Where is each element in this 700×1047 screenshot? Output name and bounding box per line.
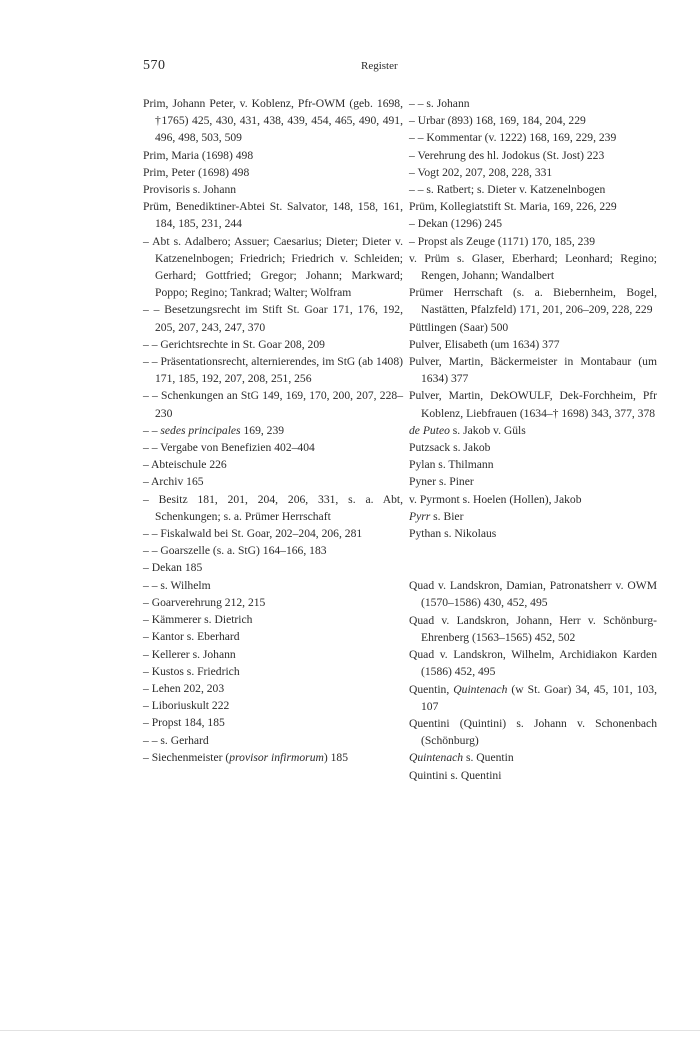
index-entry <box>143 491 403 525</box>
index-entry-text: Prüm, Benediktiner-Abtei St. Salvator, 148, 158, 161, 184, 185, 231, 244 <box>143 200 403 231</box>
index-entry <box>409 198 657 215</box>
index-entry-text: Püttlingen (Saar) 500 <box>409 320 509 334</box>
index-entry-text: – Abteischule 226 <box>143 458 227 472</box>
index-entry <box>143 697 403 714</box>
index-entry-text: – – Besetzungsrecht im Stift St. Goar 171, 176, 192, 205, 207, 243, 247, 370 <box>143 303 403 334</box>
index-entry-text: – – Fiskalwald bei St. Goar, 202–204, 206, 281 <box>143 527 363 541</box>
index-entry-text: – Goarverehrung 212, 215 <box>143 595 266 609</box>
index-entry <box>409 215 657 232</box>
index-column-right <box>409 95 657 784</box>
index-entry-italic-text: Pyrr <box>409 509 431 523</box>
index-entry <box>143 628 403 645</box>
index-entry <box>409 456 657 473</box>
index-entry <box>143 164 403 181</box>
index-entry-text: Pulver, Elisabeth (um 1634) 377 <box>409 337 560 351</box>
index-entry-text: – Liboriuskult 222 <box>143 699 230 713</box>
index-entry-text: Prim, Maria (1698) 498 <box>143 148 254 162</box>
index-entry <box>143 353 403 387</box>
index-entry <box>409 646 657 680</box>
index-entry <box>409 129 657 146</box>
index-entry-text: 169, 239 <box>240 423 285 437</box>
index-entry-text: – Besitz 181, 201, 204, 206, 331, s. a. Abt, Schenkungen; s. a. Prümer Herrschaft <box>143 492 403 523</box>
index-entry-text: – – Schenkungen an StG 149, 169, 170, 200, 207, 228–230 <box>143 389 403 420</box>
page-edge-line <box>0 1030 700 1031</box>
index-entry-text: ) 185 <box>323 750 349 764</box>
index-entry-text: – – Goarszelle (s. a. StG) 164–166, 183 <box>143 544 327 558</box>
index-entry-text: (w St. Goar) 34, 45, 101, 103, 107 <box>421 682 657 713</box>
index-entry-text: – – s. Johann <box>409 97 470 110</box>
index-entry <box>409 233 657 250</box>
index-entry <box>409 422 657 439</box>
index-entry <box>143 542 403 559</box>
index-entry-text: – – Präsentationsrecht, alternierendes, im StG (ab 1408) 171, 185, 192, 207, 208, 251, 256 <box>143 355 403 386</box>
index-entry-text: – Propst 184, 185 <box>143 716 225 730</box>
index-entry <box>143 594 403 611</box>
index-entry-text: Quad v. Landskron, Johann, Herr v. Schönburg-Ehrenberg (1563–1565) 452, 502 <box>409 613 657 644</box>
page-number: 570 <box>143 58 166 73</box>
index-entry-text: Prüm, Kollegiatstift St. Maria, 169, 226, 229 <box>409 200 617 214</box>
index-entry-text: Pyner s. Piner <box>409 475 474 489</box>
index-entry-text: s. Jakob v. Güls <box>449 423 526 437</box>
index-entry <box>143 233 403 302</box>
index-entry-text: – Kellerer s. Johann <box>143 647 236 661</box>
index-entry <box>409 767 657 784</box>
index-entry <box>409 387 657 421</box>
index-entry-text: Provisoris s. Johann <box>143 183 237 197</box>
index-entry <box>143 680 403 697</box>
index-entry <box>409 284 657 318</box>
running-head: Register <box>361 60 398 72</box>
index-entry-text: – Lehen 202, 203 <box>143 681 225 695</box>
index-entry-text: – Abt s. Adalbero; Assuer; Caesarius; Dieter; Dieter v. Katzenelnbogen; Friedrich; Friedrich v. Schleiden; Gerhard; Gottfried; Gregor; Johann; Markward; Poppo; Regino; Tankrad; Walter; Wolfram <box>143 234 403 300</box>
index-entry-text: – Propst als Zeuge (1171) 170, 185, 239 <box>409 234 596 248</box>
index-entry <box>409 439 657 456</box>
index-entry-text: v. Pyrmont s. Hoelen (Hollen), Jakob <box>409 492 582 506</box>
index-entry <box>409 353 657 387</box>
index-entry <box>143 559 403 576</box>
index-entry-text: – Siechenmeister ( <box>143 750 230 764</box>
index-entry-text: – Verehrung des hl. Jodokus (St. Jost) 223 <box>409 148 605 162</box>
index-entry-text: Prim, Peter (1698) 498 <box>143 165 250 179</box>
index-entry-italic-text: Quintenach <box>409 751 464 765</box>
index-entry <box>143 95 403 147</box>
index-entry-text: – – s. Gerhard <box>143 733 209 747</box>
index-entry <box>143 663 403 680</box>
index-entry-text: Quentin, <box>409 682 454 696</box>
index-entry <box>143 732 403 749</box>
index-entry <box>143 301 403 335</box>
index-entry <box>143 422 403 439</box>
index-entry-text: – Dekan (1296) 245 <box>409 217 503 231</box>
index-entry-text: s. Quentin <box>463 751 514 765</box>
index-entry <box>409 473 657 490</box>
index-entry <box>143 387 403 421</box>
index-entry <box>143 439 403 456</box>
index-entry <box>409 336 657 353</box>
index-entry <box>143 473 403 490</box>
index-entry-text: – Dekan 185 <box>143 561 203 575</box>
index-entry-text: Putzsack s. Jakob <box>409 441 491 455</box>
index-entry-text: Quad v. Landskron, Damian, Patronatsherr v. OWM (1570–1586) 430, 452, 495 <box>409 579 657 610</box>
index-entry <box>143 198 403 232</box>
index-entry-text: Prümer Herrschaft (s. a. Biebernheim, Bogel, Nastätten, Pfalzfeld) 171, 201, 206–209, 228, 229 <box>409 286 657 317</box>
index-entry <box>409 749 657 766</box>
index-entry <box>409 319 657 336</box>
index-entry-italic-text: sedes principales <box>160 423 241 437</box>
index-entry-text: – Urbar (893) 168, 169, 184, 204, 229 <box>409 114 586 128</box>
index-entry-text: Prim, Johann Peter, v. Koblenz, Pfr-OWM (geb. 1698, †1765) 425, 430, 431, 438, 439, 454, 465, 490, 491, 496, 498, 503, 509 <box>143 97 403 145</box>
index-entry <box>143 611 403 628</box>
index-entry <box>409 577 657 611</box>
index-entry-text: – Archiv 165 <box>143 475 204 489</box>
index-entry <box>143 336 403 353</box>
index-entry-italic-text: provisor infirmorum <box>229 750 324 764</box>
index-entry <box>409 491 657 508</box>
index-entry <box>409 525 657 542</box>
index-entry <box>143 714 403 731</box>
index-entry <box>409 112 657 129</box>
index-entry <box>143 147 403 164</box>
index-entry-text: v. Prüm s. Glaser, Eberhard; Leonhard; Regino; Rengen, Johann; Wandalbert <box>409 251 657 283</box>
index-entry <box>143 456 403 473</box>
index-entry <box>143 181 403 198</box>
index-entry <box>409 715 657 749</box>
index-entry <box>143 749 403 766</box>
index-entry-text: – – <box>143 423 161 437</box>
index-entry-text: Pulver, Martin, DekOWULF, Dek-Forchheim, Pfr Koblenz, Liebfrauen (1634–† 1698) 343, 377, 378 <box>409 389 657 420</box>
index-entry <box>409 508 657 525</box>
index-entry-text: – – Kommentar (v. 1222) 168, 169, 229, 239 <box>409 131 617 145</box>
index-entry-text: Pylan s. Thilmann <box>409 458 494 472</box>
index-entry-text: – – s. Ratbert; s. Dieter v. Katzenelnbogen <box>409 183 606 197</box>
index-entry-italic-text: Quintenach <box>453 682 508 696</box>
index-entry <box>409 681 657 715</box>
index-entry <box>143 525 403 542</box>
index-entry-text: – Kantor s. Eberhard <box>143 630 240 644</box>
index-entry <box>409 164 657 181</box>
index-entry-italic-text: de Puteo <box>409 423 450 437</box>
index-entry-text: Pythan s. Nikolaus <box>409 527 497 541</box>
index-entry <box>409 95 657 112</box>
index-entry-text: – – s. Wilhelm <box>143 578 211 592</box>
index-entry-text: s. Bier <box>430 509 464 523</box>
index-entry-text: Quintini s. Quentini <box>409 768 502 782</box>
index-entry <box>409 612 657 646</box>
index-entry <box>143 646 403 663</box>
index-entry-text: – Kustos s. Friedrich <box>143 664 240 678</box>
index-entry-text: Pulver, Martin, Bäckermeister in Montabaur (um 1634) 377 <box>409 355 657 386</box>
index-entry-text: Quad v. Landskron, Wilhelm, Archidiakon Karden (1586) 452, 495 <box>409 648 657 679</box>
index-entry <box>409 250 657 284</box>
index-entry-text: – – Gerichtsrechte in St. Goar 208, 209 <box>143 337 325 351</box>
section-gap <box>409 542 657 577</box>
index-column-left <box>143 95 403 766</box>
index-entry <box>409 147 657 164</box>
index-entry-text: – Kämmerer s. Dietrich <box>143 613 253 627</box>
index-entry-text: – Vogt 202, 207, 208, 228, 331 <box>409 165 553 179</box>
index-entry-text: – – Vergabe von Benefizien 402–404 <box>143 441 315 455</box>
index-entry <box>143 577 403 594</box>
index-entry <box>409 181 657 198</box>
index-entry-text: Quentini (Quintini) s. Johann v. Schonenbach (Schönburg) <box>409 716 657 748</box>
